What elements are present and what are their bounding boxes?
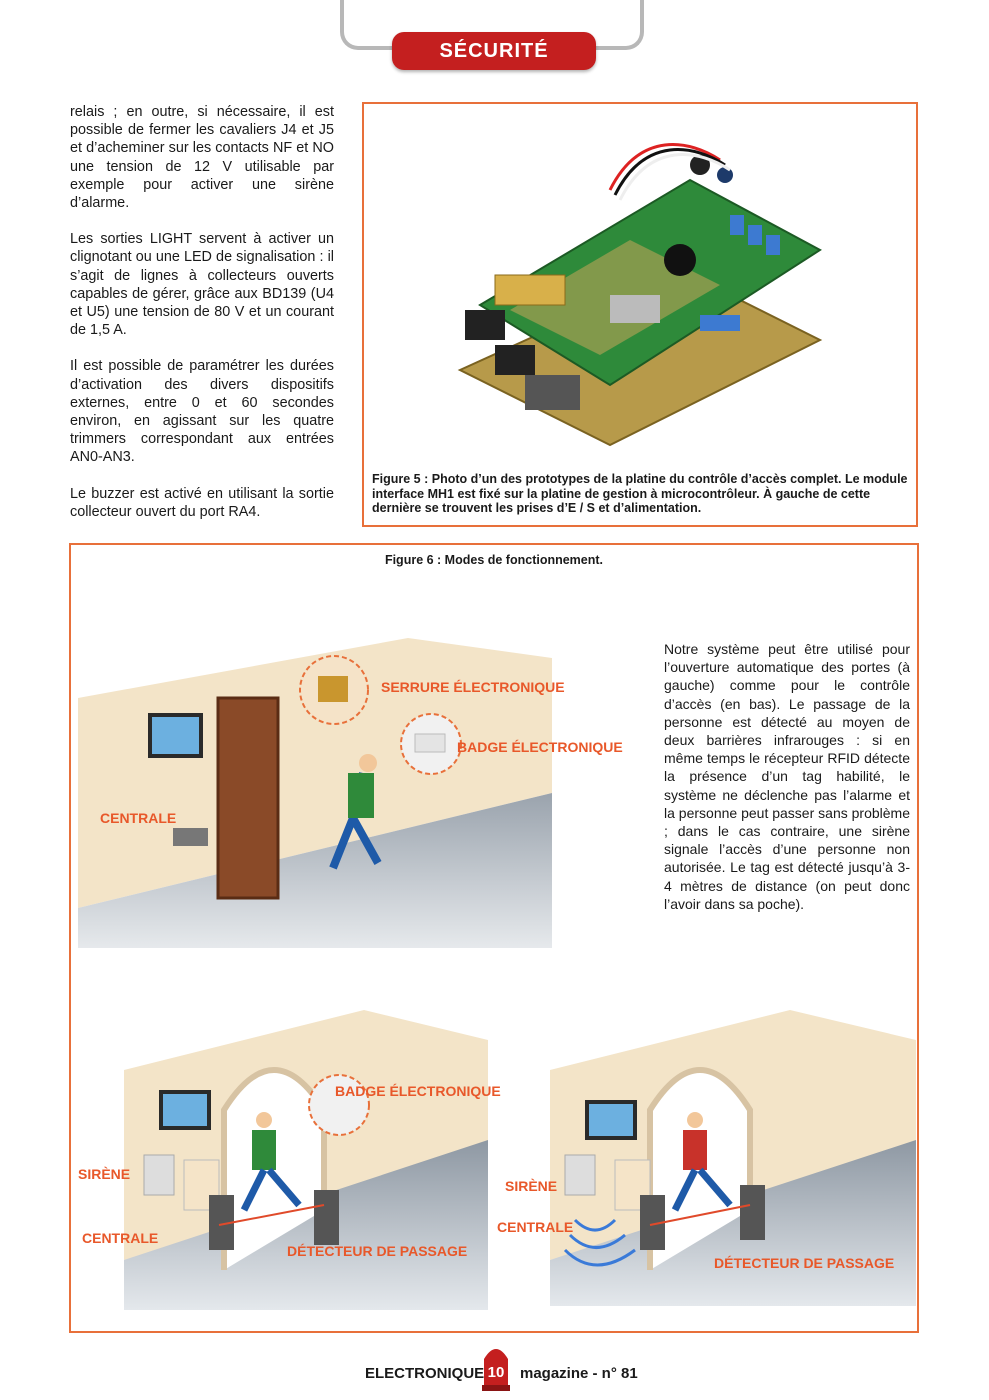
figure-6-text: Notre système peut être utilisé pour l’ouverture automatique des portes (à gauche) comme pour le contrôle d’accès (en bas). Le passage de la personne est détecté au moyen de deux barrières infrarouges : si en même temps le récepteur RFID détecte la présence d’un tag habilité, le système ne déclenche pas l’alarme et la personne peut passer sans problème ; dans le cas contraire, une sirène signale l’accès d’une personne non autorisée. Le tag est détecté jusqu’à 3-4 mètres de distance (on peut donc l’avoir dans sa poche). xyxy=(664,641,910,912)
paragraph-1: relais ; en outre, si nécessaire, il est possible de fermer les cavaliers J4 et J5 et d’acheminer sur les contacts NF et NO une tension de 12 V utilisable par exemple pour activer une sirène d’alarme. xyxy=(70,104,334,212)
paragraph-3: Il est possible de paramétrer les durées d’activation des divers dispositifs externes, entre 0 et 60 secondes environ, en agissant sur les quatre trimmers correspondant aux entrées AN0-AN3. xyxy=(70,358,334,466)
label-sirene: SIRÈNE xyxy=(78,1166,131,1182)
label-centrale: CENTRALE xyxy=(100,810,177,826)
access-control-illustration-ok xyxy=(124,1010,488,1310)
page-number-led-icon xyxy=(480,1343,512,1393)
label-sirene-3: SIRÈNE xyxy=(505,1178,558,1194)
label-badge: BADGE ÉLECTRONIQUE xyxy=(457,739,623,755)
figure-5-caption: Figure 5 : Photo d’un des prototypes de la platine du contrôle d’accès complet. Le module interface MH1 est fixé sur la platine de gestion à microcontrôleur. À gauche de cette dernière se trouvent les prises d’E / S et d’alimentation. xyxy=(372,472,908,515)
label-badge-2: BADGE ÉLECTRONIQUE xyxy=(335,1083,501,1099)
paragraph-4: Le buzzer est activé en utilisant la sortie collecteur ouvert du port RA4. xyxy=(70,485,334,520)
label-detecteur: DÉTECTEUR DE PASSAGE xyxy=(287,1243,468,1259)
body-column xyxy=(70,103,334,539)
label-detecteur-3: DÉTECTEUR DE PASSAGE xyxy=(714,1255,895,1271)
label-serrure: SERRURE ÉLECTRONIQUE xyxy=(381,679,565,695)
figure-6-title: Figure 6 : Modes de fonctionnement. xyxy=(384,553,604,567)
circuit-board-photo xyxy=(440,120,840,450)
section-label: SÉCURITÉ xyxy=(392,32,596,70)
label-centrale-3: CENTRALE xyxy=(497,1219,574,1235)
page-number: 10 xyxy=(487,1364,505,1381)
footer-magazine-name: ELECTRONIQUE xyxy=(365,1365,485,1382)
door-illustration xyxy=(78,578,552,948)
paragraph-2: Les sorties LIGHT servent à activer un clignotant ou une LED de signalisation : il s’agit de lignes à collecteurs ouverts capables de gérer, grâce aux BD139 (U4 et U5) une tension de 80 V et un courant de 1,5 A. xyxy=(70,231,334,339)
footer-issue: magazine - n° 81 xyxy=(520,1365,638,1382)
label-centrale-2: CENTRALE xyxy=(82,1230,159,1246)
